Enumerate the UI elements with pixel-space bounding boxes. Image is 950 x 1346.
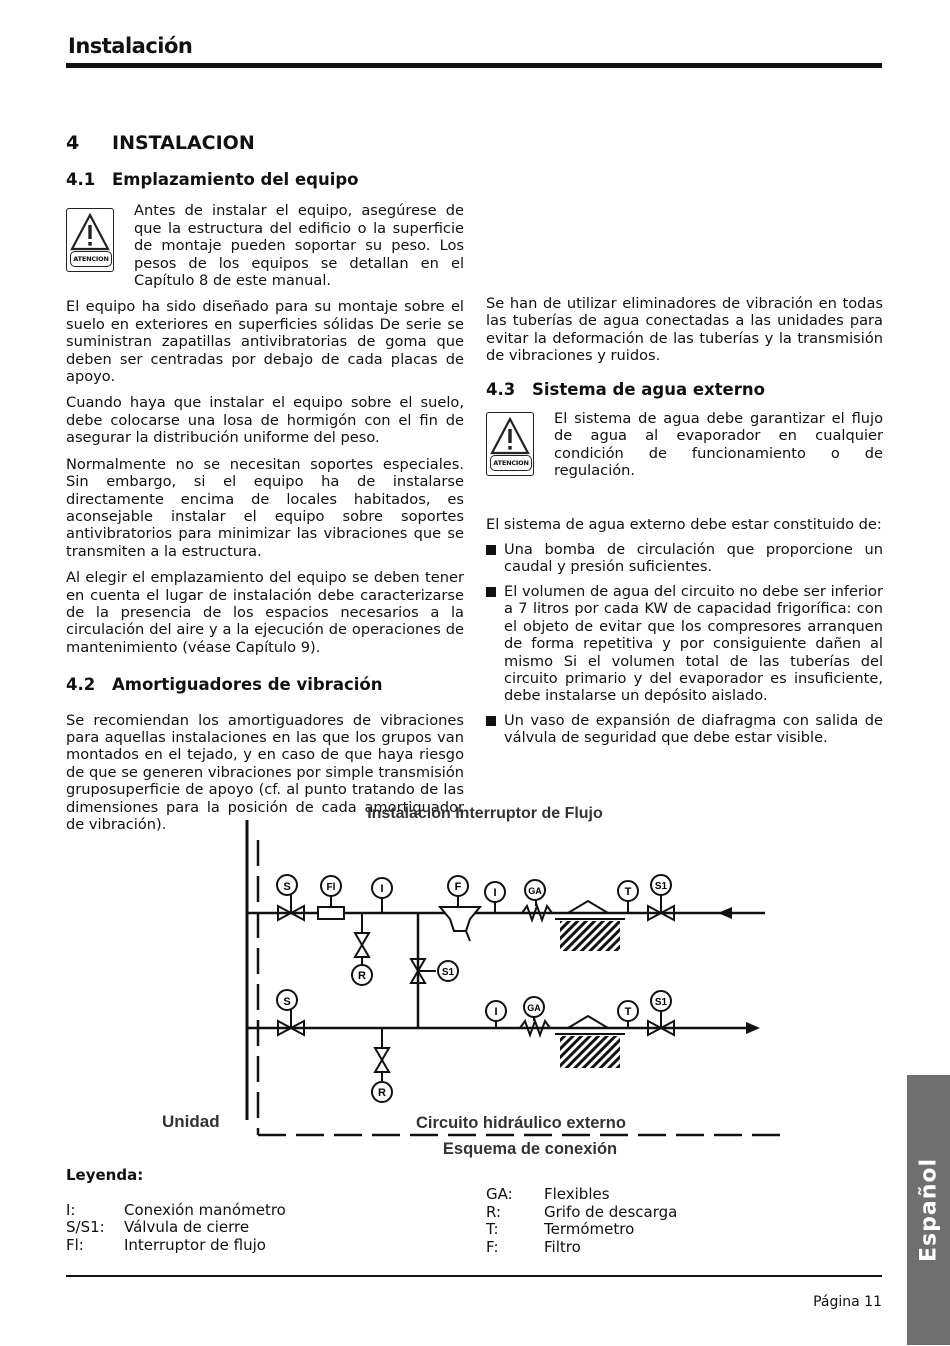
subsection-number: 4.3 [486, 379, 516, 399]
filter-symbol [440, 907, 480, 931]
list-item: Un vaso de expansión de diafragma con salida de válvula de seguridad que debe estar visible. [486, 712, 883, 747]
subsection-title: Amortiguadores de vibración [112, 675, 383, 695]
warning-block [66, 202, 464, 298]
subsection-number: 4.2 [66, 675, 96, 695]
diagram-caption: Esquema de conexión [442, 1140, 618, 1158]
symbol-label: R [358, 970, 366, 982]
warning-label: ATENCION [70, 251, 112, 267]
symbol-label: I [493, 887, 497, 899]
legend-item: R: Grifo de descarga [486, 1202, 678, 1221]
left-column [66, 171, 464, 833]
legend-item: S/S1: Válvula de cierre [66, 1218, 250, 1237]
legend-item: F: Filtro [486, 1237, 581, 1256]
legend-left [66, 1167, 286, 1254]
inflow-arrow-icon [718, 907, 732, 919]
symbol-label: S1 [654, 881, 668, 892]
warning-icon [486, 412, 534, 476]
symbol-label: S [283, 881, 291, 893]
symbol-label: GA [528, 886, 542, 896]
language-tab [907, 1075, 950, 1345]
section-heading [66, 132, 255, 154]
legend-item: Fl: Interruptor de flujo [66, 1235, 266, 1254]
symbol-label: S1 [654, 997, 668, 1008]
subsection-title: Sistema de agua externo [532, 379, 765, 399]
page-header-title: Instalación [68, 34, 193, 58]
subsection-4-2-heading [66, 676, 464, 693]
symbol-label: T [624, 1006, 632, 1018]
legend-item: I: Conexión manómetro [66, 1200, 286, 1219]
symbol-label: S [283, 996, 291, 1008]
warning-text: Antes de instalar el equipo, asegúrese de que la estructura del edificio o la superficie de montaje pueden soportar su peso. Los pesos de los equipos se detallan en el Capítulo 8 de este manual. [134, 202, 464, 290]
paragraph: Normalmente no se necesitan soportes especiales. Sin embargo, si el equipo ha de instalarse directamente encima de locales habitados, es aconsejable instalar el equipo sobre soportes antivibratorios para minimizar las vibraciones que se transmiten a la estructura. [66, 455, 464, 560]
list-item: El volumen de agua del circuito no debe ser inferior a 7 litros por cada KW de capacidad frigorífica: con el objeto de evitar que los compresores arranquen de forma repetitiva y por consiguiente dañen al mismo Si el volumen total de las tuberías del circuito primario y del evaporador es insuficiente, debe instalarse un depósito aislado. [486, 583, 883, 705]
symbol-label: GA [527, 1003, 541, 1013]
connection-diagram [150, 795, 790, 1169]
subsection-title: Emplazamiento del equipo [112, 170, 359, 189]
symbol-label: T [624, 886, 632, 898]
unit-label: Unidad [162, 1112, 220, 1131]
list-item: Una bomba de circulación que proporcione un caudal y presión suficientes. [486, 541, 883, 576]
paragraph: El equipo ha sido diseñado para su montaje sobre el suelo en exteriores en superficies sólidas De serie se suministran zapatillas antivibratorias de goma que deben ser centradas por debajo de cada placas de apoyo. [66, 298, 464, 386]
legend-item: GA: Flexibles [486, 1185, 610, 1203]
page-number: Página 11 [813, 1294, 882, 1310]
flow-switch-symbol [318, 907, 344, 919]
legend-title: Leyenda: [66, 1166, 144, 1184]
symbol-label: I [380, 883, 384, 895]
section-title: INSTALACION [112, 132, 255, 154]
symbol-label: R [378, 1087, 386, 1099]
section-number: 4 [66, 132, 80, 154]
warning-text: El sistema de agua debe garantizar el flujo de agua al evaporador en cualquier condición de funcionamiento o de regulación. [554, 410, 883, 480]
legend-right [486, 1186, 677, 1256]
right-column [486, 295, 883, 754]
circuit-label: Circuito hidráulico externo [416, 1114, 626, 1132]
subsection-4-1-heading [66, 171, 464, 188]
warning-label: ATENCION [490, 455, 532, 471]
symbol-label: S1 [441, 967, 455, 978]
requirements-list [486, 541, 883, 746]
paragraph: Se recomiendan los amortiguadores de vibraciones para aquellas instalaciones en las que los grupos van montados en el tejado, y en caso de que haya riesgo de que se generen vibraciones por simple transmisión gruposuperficie de apoyo (cf. al punto tratando de las dimensiones para la posición de cada amortiguador de vibración). [66, 711, 464, 833]
footer-rule [66, 1275, 882, 1277]
subsection-4-3-heading [486, 381, 883, 398]
symbol-label: I [494, 1006, 498, 1018]
subsection-number: 4.1 [66, 170, 96, 189]
paragraph: El sistema de agua externo debe estar constituido de: [486, 515, 882, 533]
paragraph: Se han de utilizar eliminadores de vibración en todas las tuberías de agua conectadas a las unidades para evitar la deformación de las tuberías y la transmisión de vibraciones y ruidos. [486, 295, 883, 365]
header-rule [66, 63, 882, 68]
language-tab-label: Español [916, 1157, 941, 1263]
paragraph: Cuando haya que instalar el equipo sobre el suelo, debe colocarse una losa de hormigón con el fin de asegurar la distribución uniforme del peso. [66, 394, 464, 447]
outflow-arrow-icon [746, 1022, 760, 1034]
warning-icon [66, 208, 114, 272]
paragraph: Al elegir el emplazamiento del equipo se deben tener en cuenta el lugar de instalación debe caracterizarse de la presencia de los espacios necesarios a la circulación del aire y a la ejecución de operaciones de mantenimiento (véase Capítulo 9). [66, 569, 464, 656]
warning-block [486, 410, 883, 480]
symbol-label: Fl [326, 882, 336, 893]
diagram-title: Instalación Interruptor de Flujo [367, 805, 603, 822]
symbol-label: F [454, 881, 462, 893]
legend-item: T: Termómetro [486, 1220, 635, 1239]
support-symbol [568, 901, 608, 913]
support-symbol [568, 1016, 608, 1028]
